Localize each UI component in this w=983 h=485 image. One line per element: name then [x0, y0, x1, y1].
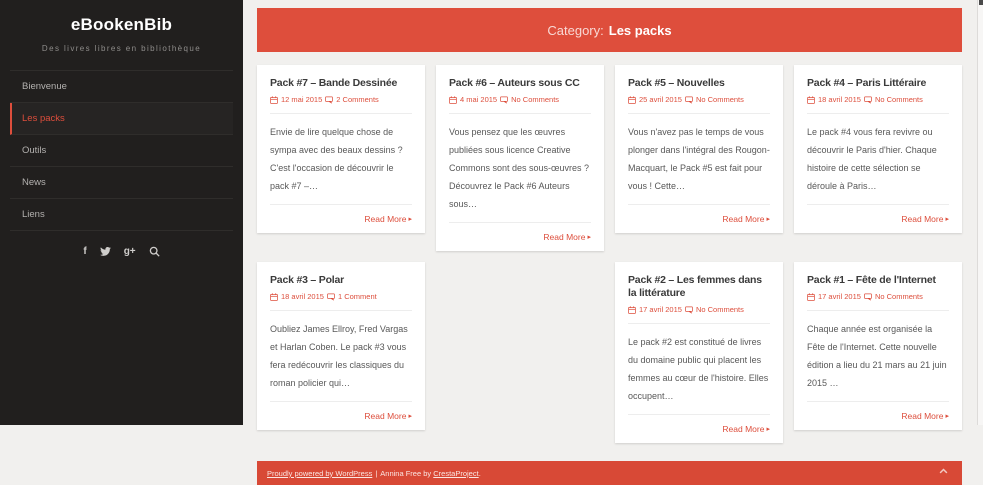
sidebar-item-outils[interactable]: Outils	[10, 135, 233, 167]
post-date: 18 avril 2015	[281, 292, 324, 302]
post-comments-link[interactable]: No Comments	[511, 95, 560, 105]
sidebar	[0, 0, 243, 425]
post-meta	[270, 95, 412, 104]
sidebar-item-news[interactable]: News	[10, 167, 233, 199]
divider	[270, 401, 412, 402]
post-card-pack-6	[436, 65, 604, 251]
post-excerpt: Oubliez James Ellroy, Fred Vargas et Harlan Coben. Le pack #3 vous fera redécouvrir les classiques du roman policier qui…	[270, 324, 408, 389]
post-card-pack-2	[615, 262, 783, 443]
divider	[628, 113, 770, 114]
read-more-arrow-icon: ▸	[766, 215, 770, 223]
comments-icon	[500, 96, 508, 104]
comments-icon	[864, 96, 872, 104]
post-excerpt: Vous n'avez pas le temps de vous plonger dans l'intégral des Rougon-Macquart, le Pack #5 est fait pour vous ! Cette…	[628, 127, 770, 192]
post-title[interactable]: Pack #2 – Les femmes dans la littérature	[628, 274, 762, 300]
divider	[270, 204, 412, 205]
divider	[270, 310, 412, 311]
chevron-up-icon	[939, 468, 948, 474]
footer-separator: |	[375, 468, 378, 478]
sidebar-item-liens[interactable]: Liens	[10, 199, 233, 231]
crestaproject-link[interactable]: CrestaProject	[433, 468, 479, 478]
divider	[807, 401, 949, 402]
post-excerpt: Le pack #2 est constitué de livres du domaine public qui placent les femmes au cœur de l'histoire. Elles occupent…	[628, 337, 769, 402]
divider	[807, 113, 949, 114]
divider	[628, 204, 770, 205]
post-date: 12 mai 2015	[281, 95, 323, 105]
post-title[interactable]: Pack #3 – Polar	[270, 274, 345, 287]
calendar-icon	[807, 293, 815, 301]
category-label: Category:	[547, 22, 604, 38]
read-more-link[interactable]: Read More ▸	[901, 411, 949, 422]
read-more-arrow-icon: ▸	[766, 425, 770, 433]
post-date: 18 avril 2015	[818, 95, 861, 105]
back-to-top-button[interactable]	[939, 467, 948, 476]
post-card-pack-4	[794, 65, 962, 233]
post-date: 4 mai 2015	[460, 95, 498, 105]
post-title[interactable]: Pack #6 – Auteurs sous CC	[449, 77, 580, 89]
divider	[807, 310, 949, 311]
theme-credit-text: Annina Free by	[380, 468, 432, 478]
category-banner	[257, 8, 962, 52]
site-tagline: Des livres libres en bibliothèque	[41, 44, 202, 53]
post-comments-link[interactable]: No Comments	[695, 95, 744, 105]
divider	[270, 113, 412, 114]
comments-icon	[864, 293, 872, 301]
post-excerpt: Envie de lire quelque chose de sympa avec des beaux dessins ? C'est l'occasion de découvrir le pack #7 –…	[270, 127, 403, 192]
read-more-arrow-icon: ▸	[408, 412, 412, 420]
divider	[807, 204, 949, 205]
calendar-icon	[807, 96, 815, 104]
comments-icon	[685, 306, 693, 314]
search-icon[interactable]	[149, 246, 160, 257]
post-comments-link[interactable]: 2 Comments	[336, 95, 379, 105]
read-more-link[interactable]: Read More ▸	[722, 424, 770, 435]
social-bar	[0, 246, 243, 257]
comments-icon	[685, 96, 693, 104]
post-comments-link[interactable]: No Comments	[874, 292, 923, 302]
google-plus-icon[interactable]: g+	[123, 245, 136, 257]
read-more-arrow-icon: ▸	[587, 233, 591, 241]
main-content	[243, 0, 983, 478]
comments-icon	[327, 293, 335, 301]
divider	[449, 113, 591, 114]
comments-icon	[325, 96, 333, 104]
post-comments-link[interactable]: No Comments	[695, 305, 744, 315]
read-more-link[interactable]: Read More ▸	[901, 214, 949, 225]
post-meta	[449, 95, 591, 104]
post-comments-link[interactable]: 1 Comment	[337, 292, 377, 302]
scrollbar-thumb[interactable]	[979, 0, 983, 5]
post-meta	[270, 292, 412, 301]
post-meta	[628, 305, 770, 314]
read-more-link[interactable]: Read More ▸	[543, 232, 591, 243]
post-excerpt: Le pack #4 vous fera revivre ou découvrir le Paris d'hier. Chaque histoire de cette sélection se déroule à Paris…	[807, 127, 937, 192]
sidebar-item-bienvenue[interactable]: Bienvenue	[10, 71, 233, 103]
footer-period: .	[478, 468, 481, 478]
post-title[interactable]: Pack #1 – Fête de l'Internet	[807, 274, 936, 287]
read-more-arrow-icon: ▸	[408, 215, 412, 223]
calendar-icon	[628, 96, 636, 104]
sidebar-nav	[10, 70, 233, 231]
wordpress-credit-link[interactable]: Proudly powered by WordPress	[267, 468, 373, 478]
post-card-pack-3	[257, 262, 425, 430]
post-date: 25 avril 2015	[639, 95, 682, 105]
calendar-icon	[270, 96, 278, 104]
post-title[interactable]: Pack #5 – Nouvelles	[628, 77, 725, 89]
facebook-icon[interactable]: f	[83, 245, 87, 257]
post-title[interactable]: Pack #7 – Bande Dessinée	[270, 77, 398, 89]
divider	[449, 222, 591, 223]
posts-grid	[257, 65, 962, 443]
post-card-pack-5	[615, 65, 783, 233]
scrollbar[interactable]	[977, 0, 983, 425]
read-more-link[interactable]: Read More ▸	[364, 411, 412, 422]
sidebar-item-les-packs[interactable]: Les packs	[10, 103, 233, 135]
post-title[interactable]: Pack #4 – Paris Littéraire	[807, 77, 927, 89]
calendar-icon	[628, 306, 636, 314]
read-more-arrow-icon: ▸	[945, 412, 949, 420]
post-excerpt: Vous pensez que les œuvres publiées sous licence Creative Commons sont des sous-œuvres ? Découvrez le Pack #6 Auteurs sous…	[449, 127, 590, 210]
magnifier-icon	[149, 246, 160, 257]
post-meta	[628, 95, 770, 104]
post-meta	[807, 292, 949, 301]
post-date: 17 avril 2015	[818, 292, 861, 302]
calendar-icon	[270, 293, 278, 301]
divider	[628, 323, 770, 324]
site-title[interactable]: eBookenBib	[70, 15, 173, 34]
post-excerpt: Chaque année est organisée la Fête de l'Internet. Cette nouvelle édition a lieu du 21 mars au 21 juin 2015 …	[807, 324, 947, 389]
post-comments-link[interactable]: No Comments	[874, 95, 923, 105]
twitter-bird-icon	[100, 247, 111, 256]
twitter-icon[interactable]	[100, 247, 111, 256]
read-more-link[interactable]: Read More ▸	[364, 214, 412, 225]
post-date: 17 avril 2015	[639, 305, 682, 315]
post-card-pack-1	[794, 262, 962, 430]
read-more-link[interactable]: Read More ▸	[722, 214, 770, 225]
category-name: Les packs	[608, 22, 672, 38]
read-more-arrow-icon: ▸	[945, 215, 949, 223]
calendar-icon	[449, 96, 457, 104]
divider	[628, 414, 770, 415]
footer-bar	[257, 461, 962, 485]
post-card-pack-7	[257, 65, 425, 233]
post-meta	[807, 95, 949, 104]
